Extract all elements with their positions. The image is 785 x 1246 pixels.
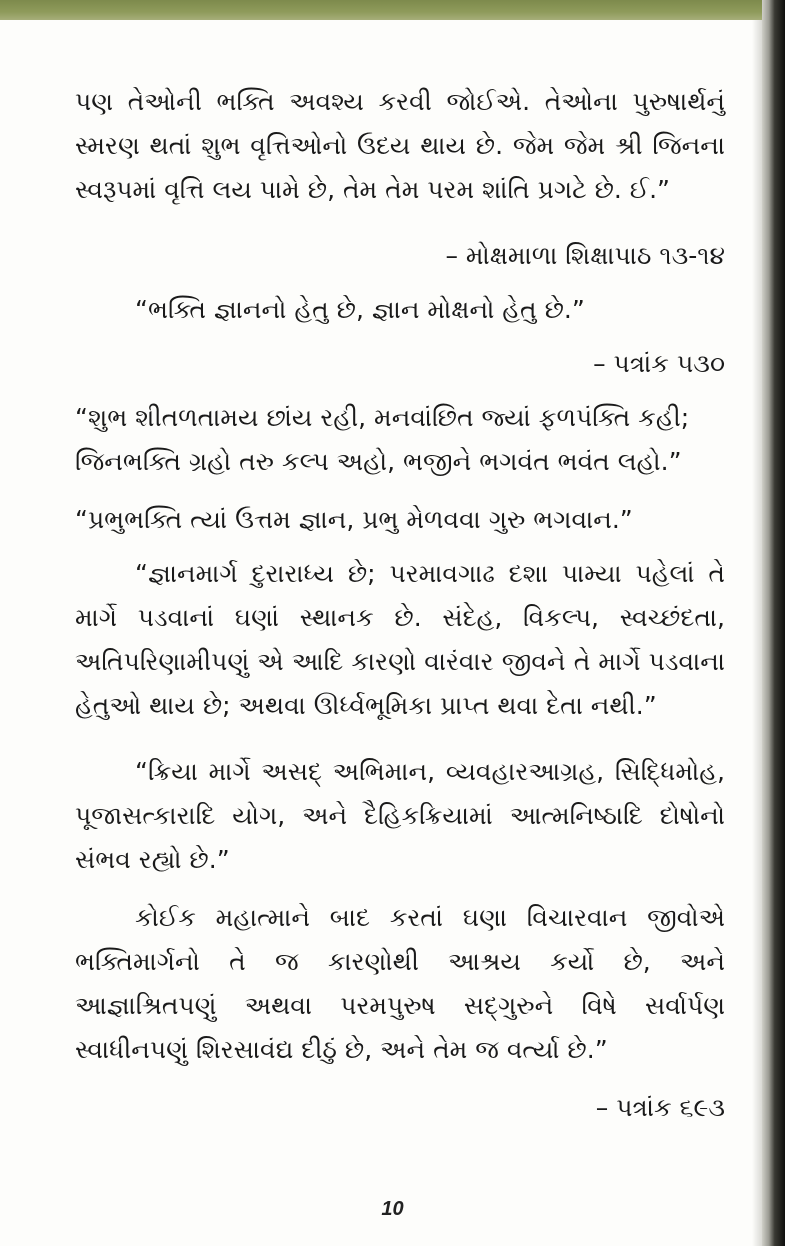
- quote-kriya-marg: “ક્રિયા માર્ગે અસદ્ અભિમાન, વ્યવહારઆગ્રહ, સિદ્ધિમોહ, પૂજાસત્કારાદિ યોગ, અને દૈહિકક્રિયામાં આત્મનિષ્ઠાદિ દોષોનો સંભવ રહ્યો છે.”: [75, 757, 725, 874]
- verse-line-2: જિનભક્તિ ગ્રહો તરુ કલ્પ અહો, ભજીને ભગવંત ભવંત લહો.”: [75, 447, 682, 476]
- paragraph-bhakti-marg: કોઈક મહાત્માને બાદ કરતાં ઘણા વિચારવાન જીવોએ ભક્તિમાર્ગનો તે જ કારણોથી આશ્રય કર્યો છે, અને આજ્ઞાશ્રિતપણું અથવા પરમપુરુષ સદ્ગુરુને વિષે સર્વાર્પણ સ્વાધીનપણું શિરસાવંદ્ય દીઠું છે, અને તેમ જ વર્ત્યા છે.”: [75, 903, 725, 1064]
- page-text: [75, 80, 725, 1130]
- book-cover-edge: [0, 0, 785, 20]
- paragraph-continuation: પણ તેઓની ભક્તિ અવશ્ય કરવી જોઈએ. તેઓના પુરુષાર્થનું સ્મરણ થતાં શુભ વૃત્તિઓનો ઉદય થાય છે. જેમ જેમ શ્રી જિનના સ્વરૂપમાં વૃત્તિ લય પામે છે, તેમ તેમ પરમ શાંતિ પ્રગટે છે. ઈ.”: [75, 87, 725, 204]
- page-number: 10: [381, 1198, 404, 1220]
- page-gutter-shadow: [752, 20, 762, 1246]
- verse-line-1: “શુભ શીતળતામય છાંય રહી, મનવાંછિત જ્યાં ફળપંક્તિ કહી;: [75, 403, 690, 432]
- citation-patrank-693: – પત્રાંક ૬૯૩: [595, 1093, 725, 1122]
- quote-prabhu-bhakti: “પ્રભુભક્તિ ત્યાં ઉત્તમ જ્ઞાન, પ્રભુ મેળવવા ગુરુ ભગવાન.”: [75, 505, 633, 534]
- quote-gnan-marg: “જ્ઞાનમાર્ગ દુરારાધ્ય છે; પરમાવગાઢ દશા પામ્યા પહેલાં તે માર્ગે પડવાનાં ઘણાં સ્થાનક છે. સંદેહ, વિકલ્પ, સ્વચ્છંદતા, અતિપરિણામીપણું એ આદિ કારણો વારંવાર જીવને તે માર્ગે પડવાના હેતુઓ થાય છે; અથવા ઊર્ધ્વભૂમિકા પ્રાપ્ત થવા દેતા નથી.”: [75, 559, 725, 720]
- quote-bhakti-gnan: “ભક્તિ જ્ઞાનનો હેતુ છે, જ્ઞાન મોક્ષનો હેતુ છે.”: [135, 295, 585, 324]
- citation-mokshmala: – મોક્ષમાળા શિક્ષાપાઠ ૧૩-૧૪: [445, 241, 725, 270]
- citation-patrank-530: – પત્રાંક ૫૩૦: [593, 349, 725, 378]
- book-spine: [762, 0, 785, 1246]
